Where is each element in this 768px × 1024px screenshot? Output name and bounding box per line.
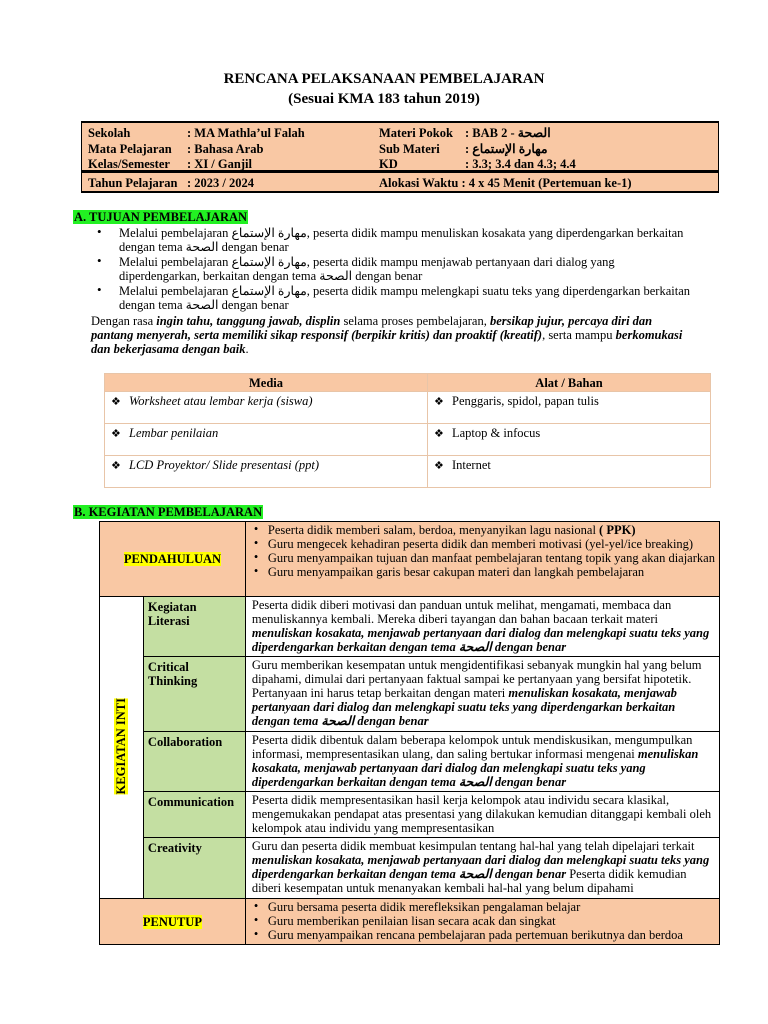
penutup-content bbox=[245, 899, 719, 945]
table-row bbox=[105, 424, 711, 456]
sub-materi-value: : مهارة الإستماع bbox=[465, 142, 548, 156]
critical-thinking-label: Critical Thinking bbox=[143, 657, 245, 732]
alat-column-header: Alat / Bahan bbox=[428, 374, 711, 392]
table-row bbox=[105, 456, 711, 488]
communication-content: Peserta didik mempresentasikan hasil kerja kelompok atau individu secara klasikal, mengemukakan pendapat atas presentasi yang dilakukan kemudian ditanggapi kembali oleh kelompok atau individu yang mempresentasikan bbox=[245, 792, 719, 838]
media-cell: ❖ Worksheet atau lembar kerja (siswa) bbox=[105, 392, 428, 424]
section-a-heading: A. TUJUAN PEMBELAJARAN bbox=[74, 210, 248, 224]
table-row bbox=[100, 838, 720, 899]
communication-label: Communication bbox=[143, 792, 245, 838]
list-item: • Guru menyampaikan rencana pembelajaran pada pertemuan berikutnya dan berdoa bbox=[246, 928, 715, 942]
tujuan-paragraph bbox=[91, 314, 696, 356]
time-box bbox=[81, 172, 719, 193]
penutup-label: PENUTUP bbox=[142, 914, 202, 929]
list-item: • Guru bersama peserta didik merefleksikan pengalaman belajar bbox=[246, 900, 715, 914]
tahun-value: : 2023 / 2024 bbox=[187, 176, 255, 190]
table-row bbox=[100, 899, 720, 945]
diamond-bullet-icon: ❖ bbox=[434, 428, 444, 440]
table-row bbox=[105, 392, 711, 424]
identity-box bbox=[81, 121, 719, 172]
media-cell: ❖ Lembar penilaian bbox=[105, 424, 428, 456]
pendahuluan-cell bbox=[100, 522, 246, 597]
mapel-label: Mata Pelajaran bbox=[88, 142, 172, 156]
diamond-bullet-icon: ❖ bbox=[434, 460, 444, 472]
section-b-heading: B. KEGIATAN PEMBELAJARAN bbox=[74, 505, 263, 519]
table-row bbox=[100, 792, 720, 838]
sekolah-label: Sekolah bbox=[88, 126, 131, 140]
kegiatan-inti-label: KEGIATAN INTI bbox=[114, 697, 129, 795]
para-text: Dengan rasa bbox=[91, 314, 157, 328]
list-item: • Peserta didik memberi salam, berdoa, menyanyikan lagu nasional ( PPK) bbox=[246, 523, 715, 537]
kelas-value: : XI / Ganjil bbox=[187, 157, 252, 171]
collaboration-content: Peserta didik dibentuk dalam beberapa kelompok untuk mendiskusikan, mengumpulkan informasi, mempresentasikan ulang, dan saling bertukar informasi mengenai menuliskan kosakata, menjawab pertanyaan dari dialog dan melengkapi suatu teks yang diperdengarkan berkaitan dengan tema الصحة dengan benar bbox=[245, 732, 719, 792]
list-item: • Guru menyampaikan garis besar cakupan materi dan langkah pembelajaran bbox=[246, 565, 715, 579]
creativity-label: Creativity bbox=[143, 838, 245, 899]
alat-cell: ❖ Laptop & infocus bbox=[428, 424, 711, 456]
document-subtitle: (Sesuai KMA 183 tahun 2019) bbox=[288, 91, 480, 107]
alat-cell: ❖ Internet bbox=[428, 456, 711, 488]
list-item: • Guru memberikan penilaian lisan secara acak dan singkat bbox=[246, 914, 715, 928]
kd-label: KD bbox=[379, 157, 398, 171]
media-table bbox=[104, 373, 711, 488]
table-row bbox=[100, 522, 720, 597]
literasi-content: Peserta didik diberi motivasi dan panduan untuk melihat, mengamati, membaca dan menuliskannya kembali. Mereka diberi tayangan dan bahan bacaan terkait materi menuliskan kosakata, menjawab pertanyaan dari dialog dan melengkapi suatu teks yang diperdengarkan berkaitan dengan tema الصحة dengan benar bbox=[245, 597, 719, 657]
pendahuluan-label: PENDAHULUAN bbox=[123, 552, 222, 566]
diamond-bullet-icon: ❖ bbox=[111, 396, 121, 408]
tujuan-item: • Melalui pembelajaran مهارة الإستماع, peserta didik mampu menuliskan kosakata yang diperdengarkan berkaitan dengan tema الصحة dengan benar bbox=[96, 226, 696, 254]
kegiatan-inti-cell bbox=[100, 597, 144, 899]
para-emphasis: bersikap jujur, percaya diri dan pantang menyerah, serta memiliki sikap responsif (berpikir kritis) dan proaktif (kreatif) bbox=[91, 314, 653, 342]
diamond-bullet-icon: ❖ bbox=[434, 396, 444, 408]
para-emphasis: ingin tahu, tanggung jawab, displin bbox=[156, 314, 341, 328]
tahun-label: Tahun Pelajaran bbox=[88, 176, 178, 190]
para-text: selama proses pembelajaran, bbox=[340, 314, 490, 328]
penutup-cell bbox=[100, 899, 246, 945]
diamond-bullet-icon: ❖ bbox=[111, 428, 121, 440]
materi-value: : BAB 2 - الصحة bbox=[465, 126, 551, 140]
para-text: , serta mampu bbox=[542, 328, 616, 342]
kd-value: : 3.3; 3.4 dan 4.3; 4.4 bbox=[465, 157, 576, 171]
document-title: RENCANA PELAKSANAAN PEMBELAJARAN bbox=[223, 71, 545, 87]
tujuan-item: • Melalui pembelajaran مهارة الإستماع, peserta didik mampu melengkapi suatu teks yang diperdengarkan berkaitan dengan tema الصحة dengan benar bbox=[96, 284, 696, 312]
kelas-label: Kelas/Semester bbox=[88, 157, 170, 171]
alokasi-waktu: Alokasi Waktu : 4 x 45 Menit (Pertemuan ke-1) bbox=[379, 176, 632, 190]
kegiatan-table bbox=[99, 521, 720, 945]
alat-cell: ❖ Penggaris, spidol, papan tulis bbox=[428, 392, 711, 424]
diamond-bullet-icon: ❖ bbox=[111, 460, 121, 472]
sub-materi-label: Sub Materi bbox=[379, 142, 440, 156]
ppk-tag: ( PPK) bbox=[595, 523, 636, 537]
creativity-content: Guru dan peserta didik membuat kesimpulan tentang hal-hal yang telah dipelajari terkait menuliskan kosakata, menjawab pertanyaan dari dialog dan melengkapi suatu teks yang diperdengarkan berkaitan dengan tema الصحة dengan benar Peserta didik kemudian diberi kesempatan untuk menanyakan kembali hal-hal yang belum dipahami bbox=[245, 838, 719, 899]
pendahuluan-content bbox=[245, 522, 719, 597]
tujuan-list bbox=[96, 226, 696, 313]
table-row bbox=[100, 657, 720, 732]
tujuan-item: • Melalui pembelajaran مهارة الإستماع, peserta didik mampu menjawab pertanyaan dari dialog yang diperdengarkan, berkaitan dengan tema الصحة dengan benar bbox=[96, 255, 696, 283]
para-emphasis: berkomukasi dan bekerjasama dengan baik bbox=[91, 328, 683, 356]
mapel-value: : Bahasa Arab bbox=[187, 142, 264, 156]
table-row bbox=[100, 732, 720, 792]
table-row bbox=[100, 597, 720, 657]
critical-thinking-content: Guru memberikan kesempatan untuk mengidentifikasi sebanyak mungkin hal yang belum dipahami, dimulai dari pertanyaan faktual sampai ke pertanyaan yang bersifat hipotetik. Pertanyaan ini harus tetap berkaitan dengan materi menuliskan kosakata, menjawab pertanyaan dari dialog dan melengkapi suatu teks yang diperdengarkan berkaitan dengan tema الصحة dengan benar bbox=[245, 657, 719, 732]
literasi-label: Kegiatan Literasi bbox=[143, 597, 245, 657]
materi-label: Materi Pokok bbox=[379, 126, 453, 140]
list-item: • Guru menyampaikan tujuan dan manfaat pembelajaran tentang topik yang akan diajarkan bbox=[246, 551, 715, 565]
list-item: • Guru mengecek kehadiran peserta didik dan memberi motivasi (yel-yel/ice breaking) bbox=[246, 537, 715, 551]
para-text: . bbox=[245, 342, 249, 356]
media-cell: ❖ LCD Proyektor/ Slide presentasi (ppt) bbox=[105, 456, 428, 488]
media-column-header: Media bbox=[105, 374, 428, 392]
sekolah-value: : MA Mathla’ul Falah bbox=[187, 126, 305, 140]
collaboration-label: Collaboration bbox=[143, 732, 245, 792]
